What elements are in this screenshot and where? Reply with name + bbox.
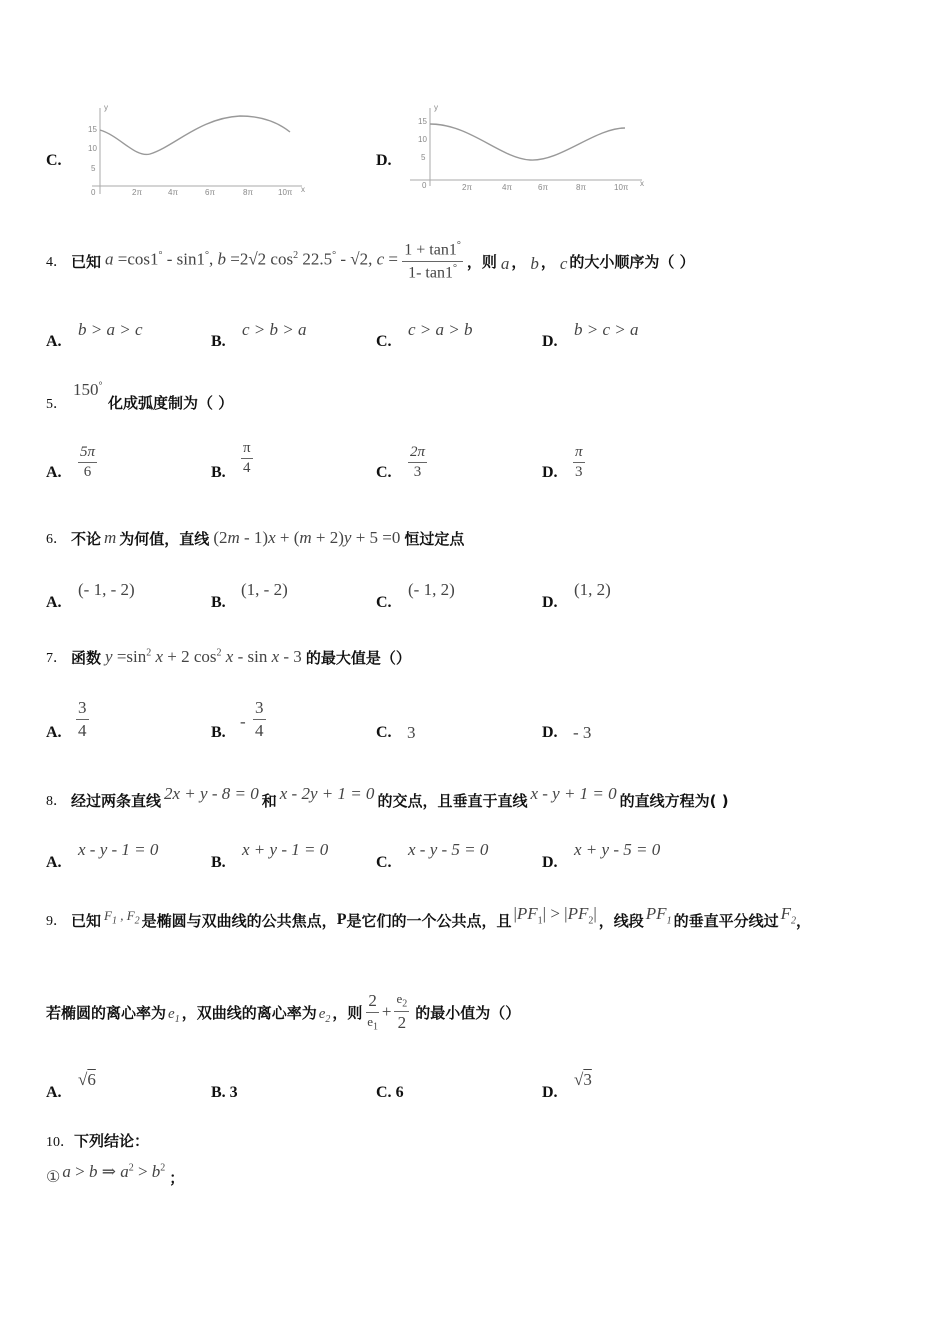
option-a[interactable]: A.	[46, 594, 62, 611]
question-7	[46, 640, 411, 674]
option-a[interactable]: A.	[46, 1084, 62, 1101]
question-9	[46, 900, 811, 940]
ellipse-eccentricity: $e_1$	[168, 1005, 180, 1025]
option-b[interactable]: B.	[211, 724, 226, 741]
question-10	[46, 1130, 149, 1151]
graph-c	[80, 96, 310, 202]
question-8	[46, 780, 729, 820]
option-a[interactable]: A.	[46, 854, 62, 871]
x-tick: 2π	[462, 183, 472, 192]
implication-formula: a > b ⇒ $a^2 > b^2$	[62, 1162, 166, 1181]
option-a-text: x - y - 1 = 0	[78, 840, 159, 859]
option-label: C.	[376, 1084, 392, 1101]
option-b[interactable]	[211, 1084, 238, 1102]
x-tick: 4π	[502, 183, 512, 192]
x-tick: 6π	[205, 188, 215, 197]
curve	[430, 124, 625, 160]
y-tick: 10	[418, 135, 427, 144]
option-label: B.	[211, 1084, 226, 1101]
option-c-text: x - y - 5 = 0	[408, 840, 489, 859]
item-marker: ①	[46, 1169, 61, 1186]
option-b[interactable]: B.	[211, 594, 226, 611]
option-label-d: D.	[376, 152, 392, 169]
x-label: x	[640, 179, 644, 188]
option-d-text: - 3	[573, 723, 592, 742]
option-c-fraction: $\frac{2\pi}{3}$	[410, 444, 426, 480]
line-2-equation: x - 2y + 1 = 0	[279, 784, 375, 803]
option-d-text: b > c > a	[574, 320, 639, 339]
question-text: 的交点，且垂直于直线	[377, 791, 528, 810]
x-tick: 8π	[243, 188, 253, 197]
y-label: y	[104, 103, 108, 112]
x-tick: 4π	[168, 188, 178, 197]
option-a[interactable]: A.	[46, 724, 62, 741]
x-tick: 6π	[538, 183, 548, 192]
question-text: 是椭圆与双曲线的公共焦点，	[141, 911, 337, 930]
degree-value: 150°	[73, 380, 103, 399]
question-text: 的垂直平分线过	[673, 911, 779, 930]
option-a[interactable]: A.	[46, 333, 62, 350]
option-c[interactable]: C.	[376, 594, 392, 611]
question-text: 为何值，直线	[119, 529, 210, 548]
function-formula: $y =\sin^2$ x + 2 $\cos^2 x$ - sin x - 3	[105, 647, 302, 666]
question-number: 4．	[46, 255, 67, 270]
option-a-fraction: $\frac{3}{4}$	[78, 698, 87, 740]
question-number: 9．	[46, 914, 67, 929]
question-text: 经过两条直线	[71, 791, 162, 810]
expression: $\frac{2}{e_1}$ + $\frac{e_2}{2}$	[367, 991, 408, 1033]
var-c: c	[559, 254, 568, 273]
option-c-text: 3	[407, 723, 416, 742]
line-3-equation: x - y + 1 = 0	[530, 784, 617, 803]
option-b-text: (1, - 2)	[241, 580, 288, 599]
x-tick: 10π	[614, 183, 629, 192]
var-a: a	[500, 254, 510, 273]
option-d-text: (1, 2)	[574, 580, 611, 599]
option-b-fraction: $\frac{\pi}{4}$	[243, 440, 251, 476]
question-text: 下列结论：	[74, 1132, 150, 1150]
focus-f2: $F_2$	[780, 903, 796, 927]
option-a-text: b > a > c	[78, 320, 143, 339]
x-label: x	[301, 185, 305, 194]
question-text: ，则	[332, 1003, 363, 1022]
y-tick: 15	[88, 125, 97, 134]
question-text: 恒过定点	[404, 529, 465, 548]
y-tick: 0	[91, 188, 96, 197]
option-c-text: c > a > b	[408, 320, 473, 339]
option-b-sign: -	[240, 712, 246, 731]
question-text: 已知	[71, 911, 102, 930]
question-number: 10．	[46, 1134, 74, 1150]
conclusion-1	[46, 1160, 184, 1194]
question-text: 化成弧度制为（ ）	[108, 394, 234, 412]
option-d[interactable]: D.	[542, 594, 558, 611]
question-text: 函数	[71, 648, 102, 667]
formula: a =cos1° - sin1°, b =2√2 $\cos^2 22.5^\circ - √2$, c = $\frac{1 + \tan 1^\circ}{1- \tan 1^\circ}$	[105, 240, 461, 281]
x-tick: 2π	[132, 188, 142, 197]
question-text: 已知	[71, 252, 102, 271]
question-text: 是它们的一个公共点，且	[346, 911, 512, 930]
y-tick: 10	[88, 144, 97, 153]
option-a[interactable]: A.	[46, 464, 62, 481]
option-d-fraction: $\frac{\pi}{3}$	[575, 444, 583, 480]
option-text: 3	[229, 1084, 238, 1101]
option-a-text: (- 1, - 2)	[78, 580, 135, 599]
option-c[interactable]: C.	[376, 854, 392, 871]
question-text: 和	[261, 791, 277, 810]
option-c[interactable]: C.	[376, 464, 392, 481]
y-tick: 5	[421, 153, 426, 162]
option-d-text: √3	[574, 1070, 592, 1089]
question-text: 的最大值是（）	[305, 648, 411, 667]
question-4	[46, 236, 695, 286]
x-tick: 8π	[576, 183, 586, 192]
radicand: 3	[583, 1070, 592, 1089]
question-9-line-2	[46, 986, 520, 1038]
radicand: 6	[87, 1070, 96, 1089]
option-d[interactable]: D.	[542, 1084, 558, 1101]
question-number: 7．	[46, 651, 67, 666]
y-tick: 15	[418, 117, 427, 126]
separator: ，	[540, 252, 556, 271]
degree-number: 150	[73, 380, 99, 399]
hyperbola-eccentricity: $e_2$	[318, 1005, 331, 1025]
option-d[interactable]: D.	[542, 464, 558, 481]
question-text: 若椭圆的离心率为	[46, 1003, 167, 1022]
option-d[interactable]: D.	[542, 854, 558, 871]
option-b[interactable]: B.	[211, 333, 226, 350]
option-label-c: C.	[46, 152, 62, 169]
option-d-text: x + y - 5 = 0	[574, 840, 661, 859]
graph-d	[410, 100, 650, 206]
question-text: ，则	[466, 252, 497, 271]
option-text: 6	[395, 1084, 404, 1101]
option-b[interactable]: B.	[211, 854, 226, 871]
line-equation: (2m - 1)x + (m + 2)y + 5 =0	[213, 528, 401, 547]
option-a-fraction: $\frac{5\pi}{6}$	[80, 444, 96, 480]
option-b-text: x + y - 1 = 0	[242, 840, 329, 859]
question-text: ，双曲线的离心率为	[181, 1003, 317, 1022]
option-b-fraction: $\frac{3}{4}$	[255, 698, 264, 740]
question-text: 的直线方程为( )	[619, 791, 729, 810]
y-label: y	[434, 103, 438, 112]
foci: $F_1$ , $F_2$	[104, 907, 140, 927]
option-c[interactable]: C.	[376, 333, 392, 350]
question-text: 的最小值为（）	[415, 1003, 521, 1022]
option-a-text: √6	[78, 1070, 96, 1089]
question-number: 5．	[46, 397, 67, 412]
distance-inequality: $|PF_1| > |PF_2|$	[513, 903, 597, 927]
option-b[interactable]: B.	[211, 464, 226, 481]
separator: ，	[511, 252, 527, 271]
y-tick: 5	[91, 164, 96, 173]
item-end: ；	[169, 1168, 185, 1187]
curve	[100, 116, 290, 154]
var-b: b	[530, 254, 539, 273]
option-c[interactable]: C.	[376, 724, 392, 741]
question-number: 6．	[46, 532, 67, 547]
question-text: 的大小顺序为（ ）	[569, 252, 695, 271]
var-m: m	[104, 528, 117, 547]
question-number: 8．	[46, 794, 67, 809]
option-c-text: (- 1, 2)	[408, 580, 455, 599]
line-1-equation: 2x + y - 8 = 0	[164, 784, 259, 803]
question-6	[46, 520, 464, 556]
option-d[interactable]: D.	[542, 724, 558, 741]
option-d[interactable]: D.	[542, 333, 558, 350]
question-text: ，	[795, 911, 811, 930]
point-p: P	[336, 911, 347, 928]
y-tick: 0	[422, 181, 427, 190]
option-c[interactable]	[376, 1084, 404, 1102]
question-text: ，线段	[598, 911, 644, 930]
segment-pf1: $PF_1$	[645, 903, 672, 927]
question-text: 不论	[71, 529, 102, 548]
x-tick: 10π	[278, 188, 293, 197]
option-b-text: c > b > a	[242, 320, 307, 339]
